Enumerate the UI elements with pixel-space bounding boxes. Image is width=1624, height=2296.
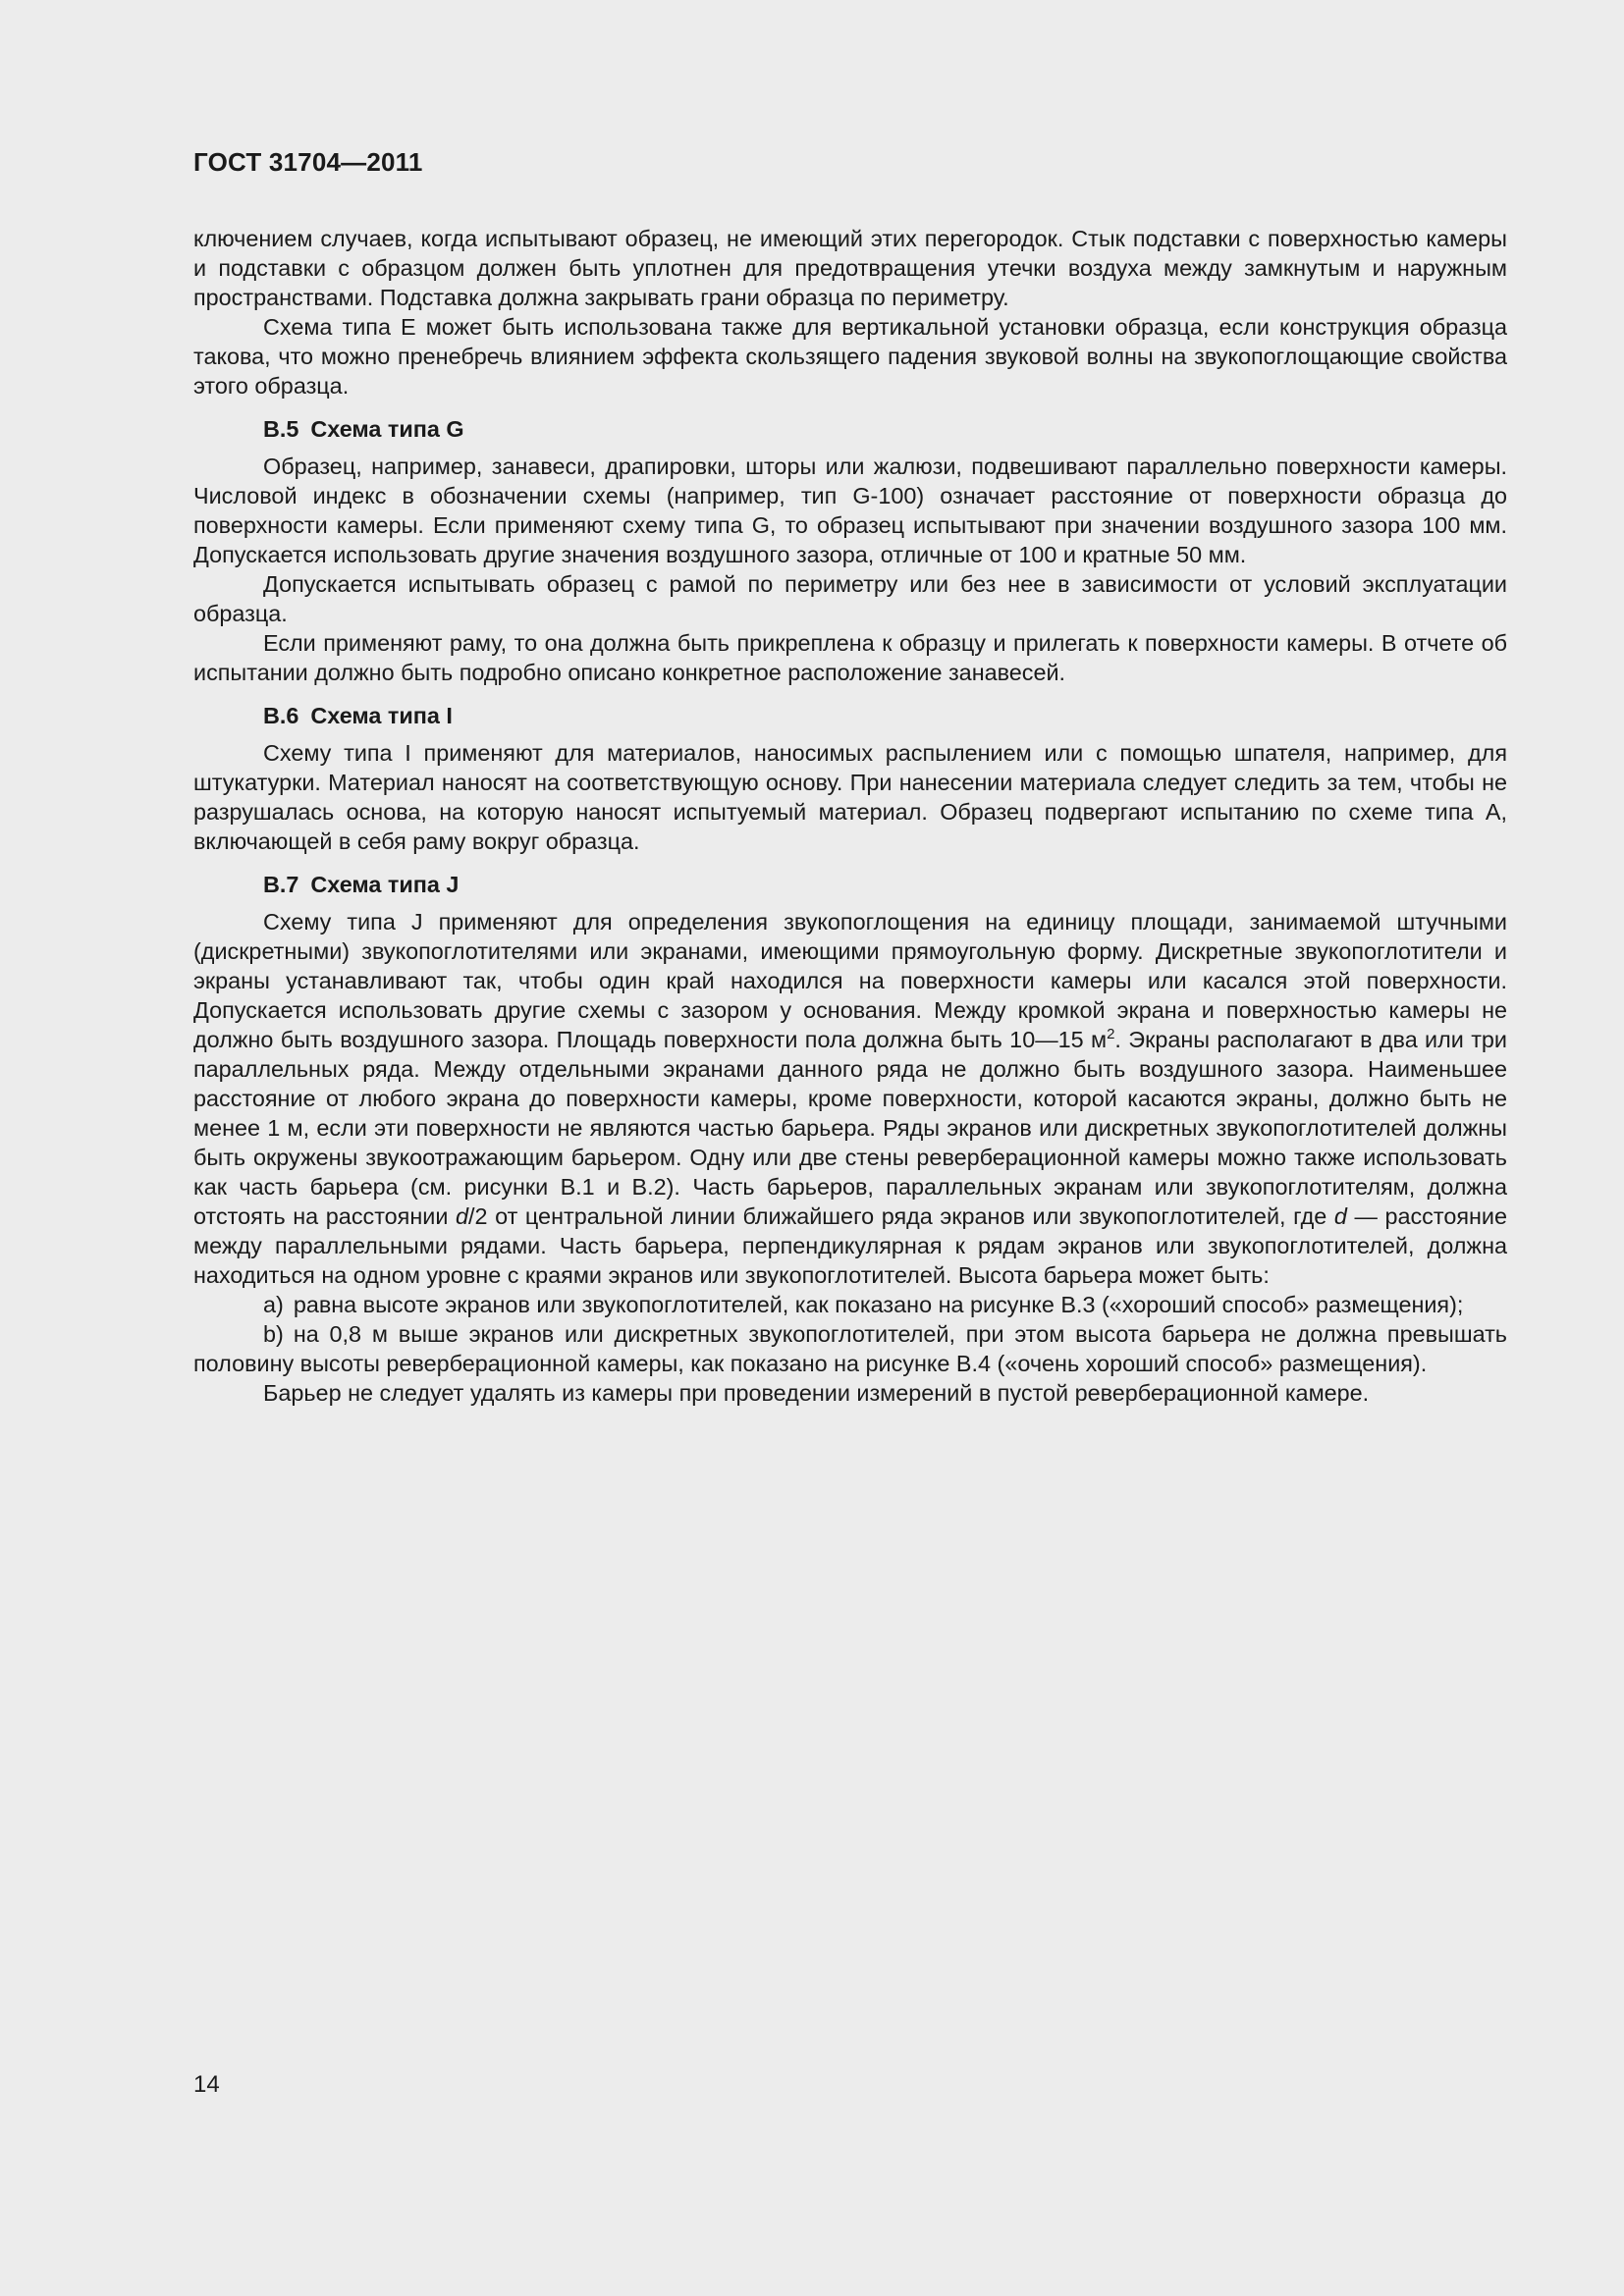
section-number: В.7 (263, 872, 299, 897)
paragraph: Барьер не следует удалять из камеры при проведении измерений в пустой реверберационной камере. (263, 1380, 1370, 1406)
list-item-a (193, 1290, 1507, 1319)
paragraph: Схему типа I применяют для материалов, наносимых распылением или с помощью шпателя, например, для штукатурки. Материал наносят на соответствующую основу. При нанесении материала следует следить за тем, чтобы не разрушалась основа, на которую наносят испытуемый материал. Образец подвергают испытанию по схеме типа A, включающей в себя раму вокруг образца. (193, 740, 1507, 854)
section-heading-b7 (193, 870, 1507, 899)
list-item-text: равна высоте экранов или звукопоглотителей, как показано на рисунке В.3 («хороший способ» размещения); (293, 1292, 1464, 1317)
paragraph-scheme-j (193, 907, 1507, 1290)
section-number: В.6 (263, 703, 299, 728)
section-heading-b5 (193, 414, 1507, 444)
list-item-b (193, 1319, 1507, 1378)
variable-d: d (1333, 1203, 1347, 1229)
text-run: . Экраны располагают в два или три параллельных ряда. Между отдельными экранами данного ряда не должно быть воздушного зазора. Наименьшее расстояние от любого экрана до поверхности камеры, кроме поверхности, которой касаются экраны, должно быть не менее 1 м, если эти поверхности не являются частью барьера. Ряды экранов или дискретных звукопоглотителей должны быть окружены звукоотражающим барьером. Одну или две стены реверберационной камеры можно также использовать как часть барьера (см. рисунки В.1 и В.2). Часть барьеров, параллельных экранам или звукопоглотителям, должна отстоять на расстоянии (193, 1027, 1507, 1229)
page-number: 14 (193, 2071, 220, 2098)
document-body (193, 224, 1507, 1408)
text-run: Схему типа J применяют для определения звукопоглощения на единицу площади, занимаемой штучными (дискретными) звукопоглотителями или экранами, имеющими прямоугольную форму. Дискретные звукопоглотители и экраны устанавливают так, чтобы один край находился на поверхности камеры или касался этой поверхности. Допускается использовать другие схемы с зазором у основания. Между кромкой экрана и поверхностью камеры не должно быть воздушного зазора. Площадь поверхности пола должна быть 10—15 м (193, 909, 1507, 1052)
list-marker: a) (263, 1292, 284, 1317)
section-title: Схема типа J (310, 872, 460, 897)
paragraph: Если применяют раму, то она должна быть прикреплена к образцу и прилегать к поверхности камеры. В отчете об испытании должно быть подробно описано конкретное расположение занавесей. (193, 630, 1507, 685)
list-item-text: на 0,8 м выше экранов или дискретных звукопоглотителей, при этом высота барьера не должна превышать половину высоты реверберационной камеры, как показано на рисунке В.4 («очень хороший способ» размещения). (193, 1321, 1507, 1376)
text-run: — расстояние между параллельными рядами. Часть барьера, перпендикулярная к рядам экранов или звукопоглотителей, должна находиться на одном уровне с краями экранов или звукопоглотителей. Высота барьера может быть: (193, 1203, 1507, 1288)
paragraph: Образец, например, занавеси, драпировки, шторы или жалюзи, подвешивают параллельно поверхности камеры. Числовой индекс в обозначении схемы (например, тип G-100) означает расстояние от поверхности образца до поверхности камеры. Если применяют схему типа G, то образец испытывают при значении воздушного зазора 100 мм. Допускается использовать другие значения воздушного зазора, отличные от 100 и кратные 50 мм. (193, 454, 1507, 567)
paragraph-continuation: ключением случаев, когда испытывают образец, не имеющий этих перегородок. Стык подставки с поверхностью камеры и подставки с образцом должен быть уплотнен для предотвращения утечки воздуха между замкнутым и наружным пространствами. Подставка должна закрывать грани образца по периметру. (193, 226, 1507, 310)
section-title: Схема типа I (310, 703, 453, 728)
text-run: /2 от центральной линии ближайшего ряда экранов или звукопоглотителей, где (468, 1203, 1334, 1229)
section-heading-b6 (193, 701, 1507, 730)
superscript: 2 (1107, 1026, 1115, 1043)
document-header: ГОСТ 31704—2011 (193, 147, 423, 177)
paragraph: Допускается испытывать образец с рамой по периметру или без нее в зависимости от условий эксплуатации образца. (193, 571, 1507, 626)
paragraph-scheme-e: Схема типа E может быть использована также для вертикальной установки образца, если конструкция образца такова, что можно пренебречь влиянием эффекта скользящего падения звуковой волны на звукопоглощающие свойства этого образца. (193, 314, 1507, 399)
section-number: В.5 (263, 416, 299, 442)
variable-d: d (455, 1203, 468, 1229)
section-title: Схема типа G (310, 416, 464, 442)
list-marker: b) (263, 1321, 284, 1347)
